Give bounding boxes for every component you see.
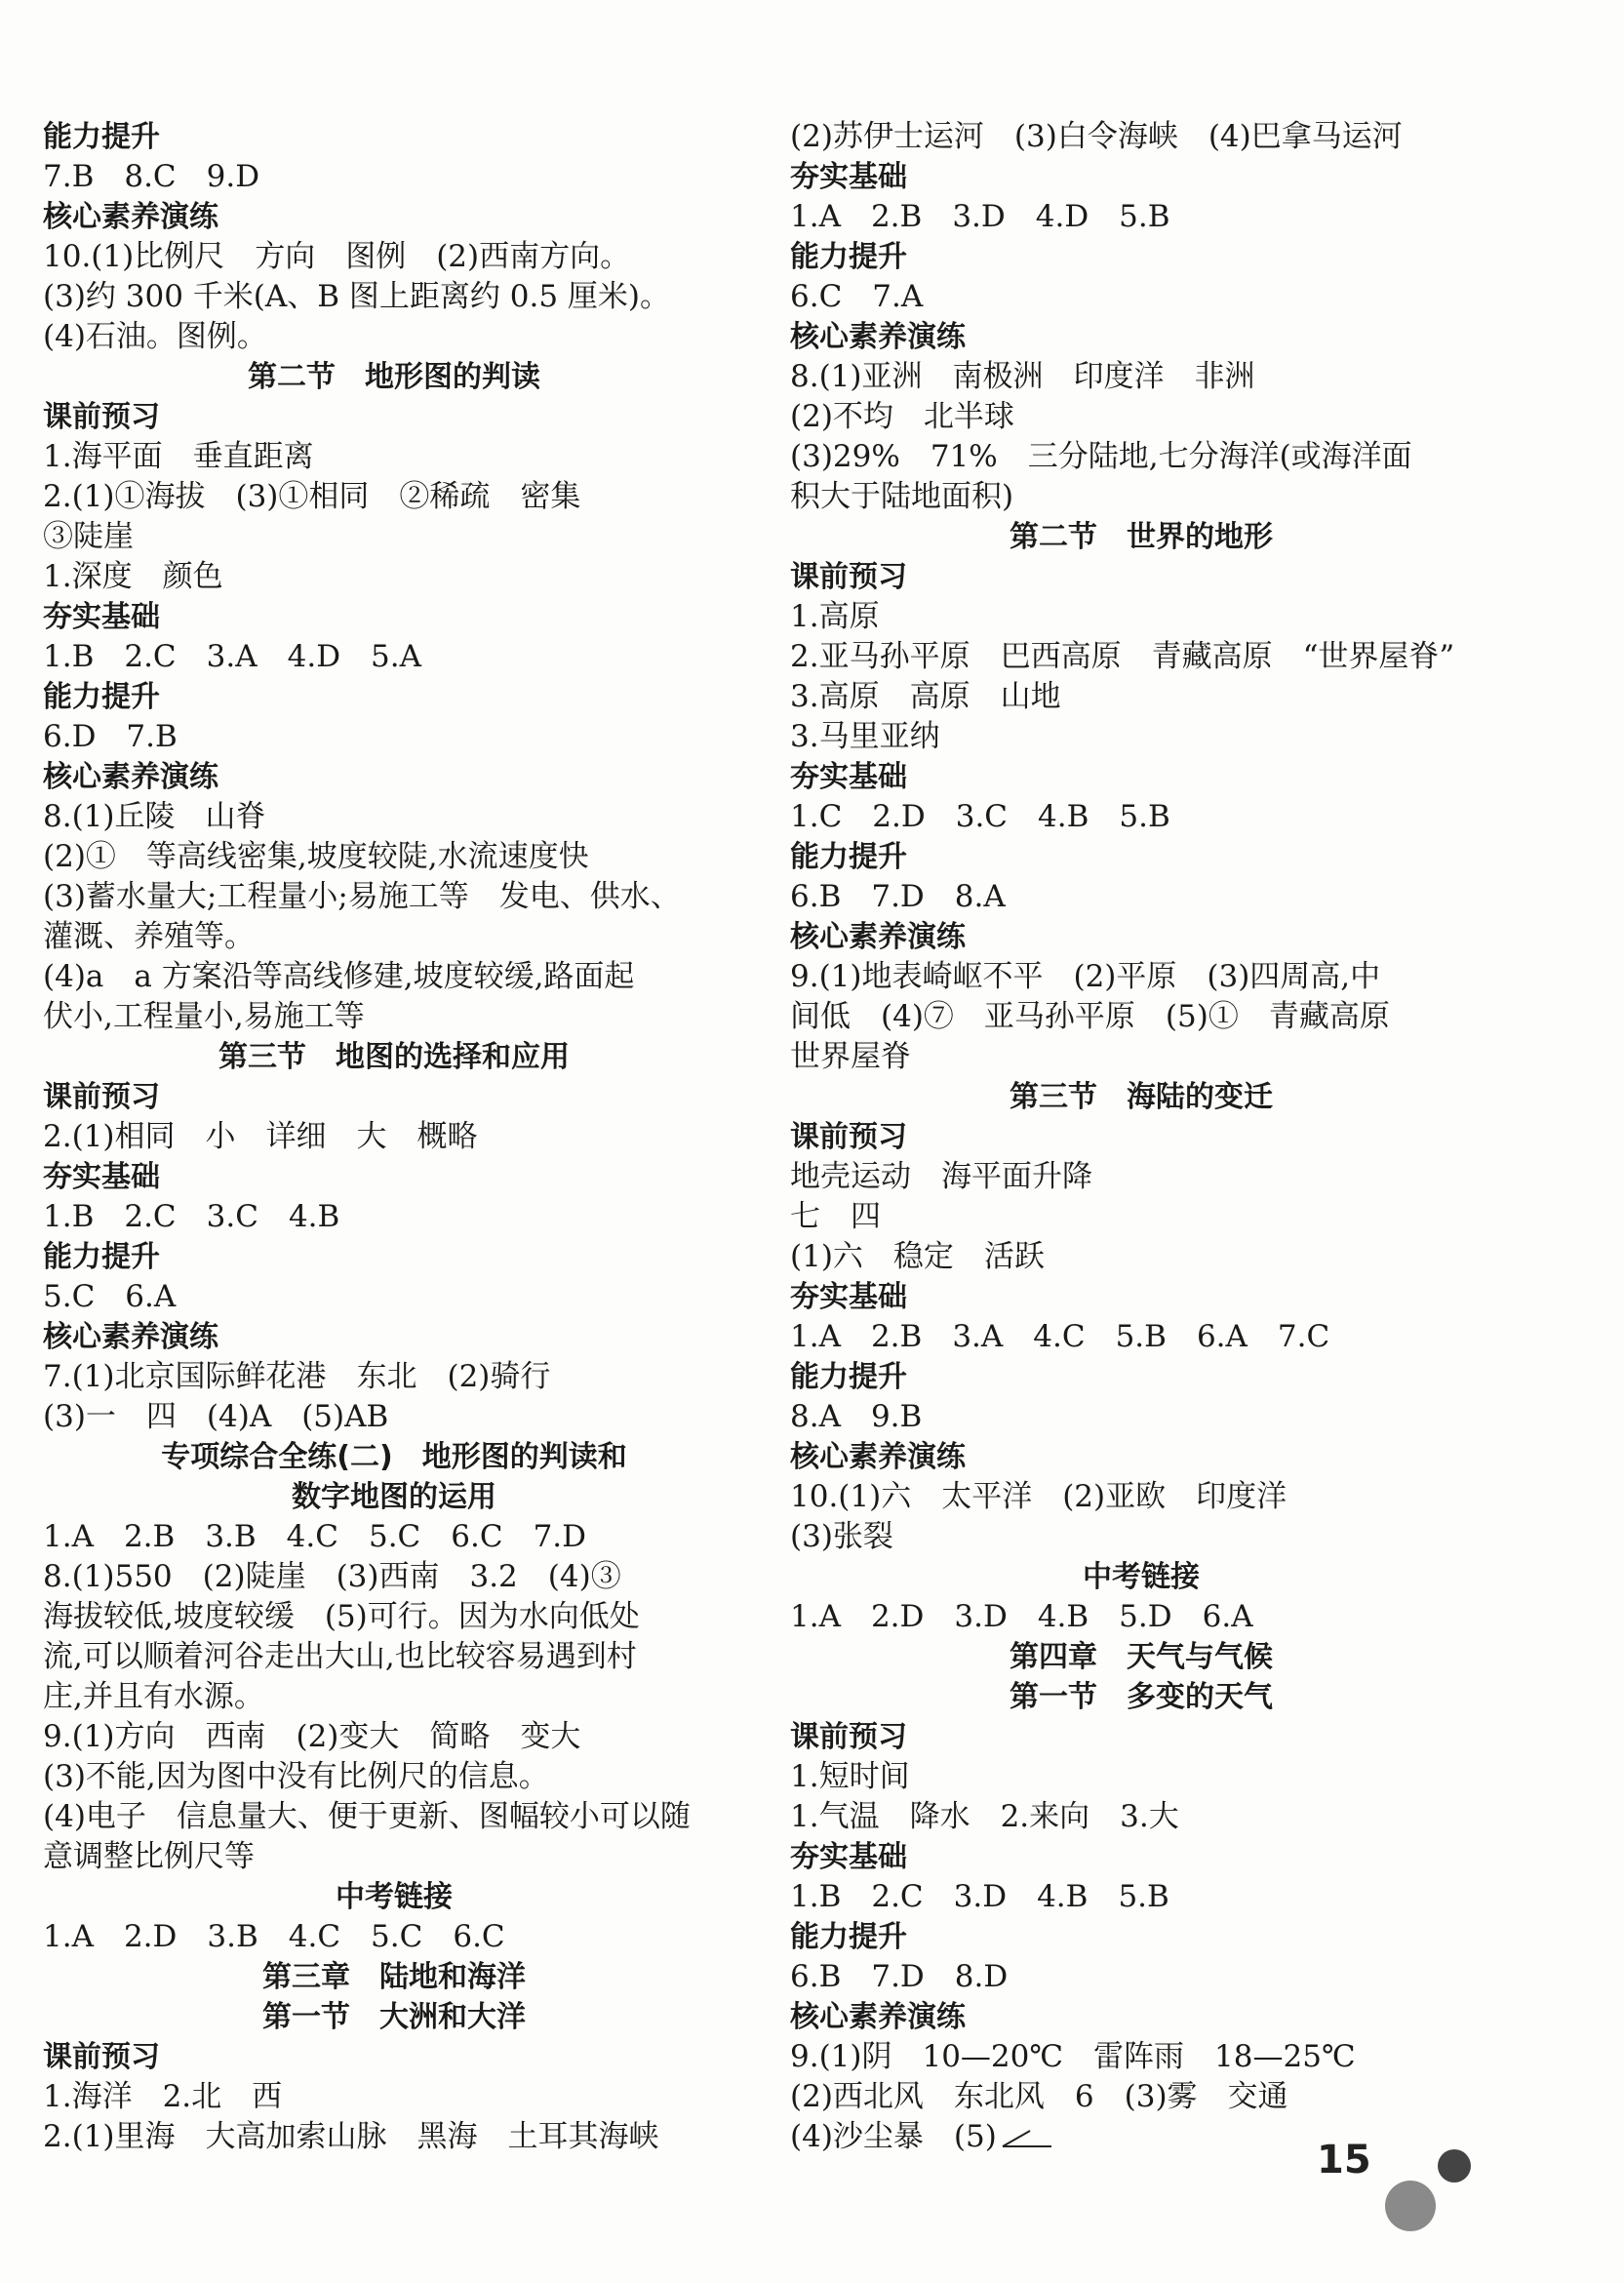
chapter-title: [43, 1877, 745, 1917]
section-heading: [790, 237, 1492, 277]
answer-line: [790, 1317, 1492, 1357]
line-text: 9.(1)阴 10—20℃ 雷阵雨 18—25℃: [790, 2039, 1356, 2074]
chapter-title: [43, 357, 745, 397]
line-text: 积大于陆地面积): [790, 479, 1014, 514]
line-text: 第三章 陆地和海洋: [262, 1960, 526, 1994]
line-text: 1.短时间: [790, 1759, 910, 1794]
line-text: 9.(1)地表崎岖不平 (2)平原 (3)四周高,中: [790, 959, 1381, 994]
answer-line: [43, 1117, 745, 1157]
section-heading: [790, 837, 1492, 877]
line-text: 1.B 2.C 3.C 4.B: [43, 1199, 340, 1234]
line-text: 能力提升: [43, 680, 160, 714]
answer-line: [43, 997, 745, 1037]
line-text: 流,可以顺着河谷走出大山,也比较容易遇到村: [43, 1639, 637, 1674]
line-text: 核心素养演练: [790, 320, 966, 354]
chapter-title: [43, 1477, 745, 1517]
answer-line: [790, 357, 1492, 397]
chapter-title: [790, 1677, 1492, 1717]
line-text: 3.高原 高原 山地: [790, 679, 1061, 714]
answer-line: [790, 1477, 1492, 1517]
answer-line: [43, 1517, 745, 1557]
answer-line: [790, 1797, 1492, 1837]
answer-line: [790, 1197, 1492, 1237]
chapter-title: [790, 1637, 1492, 1677]
answer-line: [43, 2077, 745, 2117]
line-text: 第一节 大洲和大洋: [262, 2000, 526, 2034]
answer-line: [790, 797, 1492, 837]
line-text: 夯实基础: [43, 600, 160, 634]
line-text: 1.C 2.D 3.C 4.B 5.B: [790, 799, 1170, 834]
answer-line: [790, 637, 1492, 677]
answer-line: [790, 677, 1492, 717]
page-number: 15: [1317, 2138, 1371, 2183]
line-text: 第三节 海陆的变迁: [1010, 1080, 1273, 1114]
line-text: (3)张裂: [790, 1519, 893, 1554]
line-text: 10.(1)比例尺 方向 图例 (2)西南方向。: [43, 239, 631, 274]
line-text: (2)西北风 东北风 6 (3)雾 交通: [790, 2079, 1288, 2114]
answer-line: [43, 917, 745, 957]
answer-line: [790, 2037, 1492, 2077]
section-heading: [790, 757, 1492, 797]
line-text: 1.气温 降水 2.来向 3.大: [790, 1799, 1179, 1834]
line-text: 第二节 世界的地形: [1010, 520, 1273, 554]
answer-line: [43, 1837, 745, 1877]
answer-line: [790, 437, 1492, 477]
line-text: 课前预习: [790, 1720, 907, 1754]
line-text: (3)29% 71% 三分陆地,七分海洋(或海洋面: [790, 439, 1412, 474]
line-text: 2.亚马孙平原 巴西高原 青藏高原 “世界屋脊”: [790, 639, 1455, 674]
line-text: 夯实基础: [790, 1840, 907, 1874]
answer-line: [43, 2117, 745, 2157]
line-text: 第四章 天气与气候: [1010, 1640, 1273, 1674]
line-text: 伏小,工程量小,易施工等: [43, 999, 365, 1034]
line-text: 1.A 2.B 3.D 4.D 5.B: [790, 199, 1170, 234]
answer-line: [790, 2077, 1492, 2117]
line-text: 核心素养演练: [790, 920, 966, 954]
answer-line: [43, 237, 745, 277]
line-text: 1.A 2.D 3.B 4.C 5.C 6.C: [43, 1919, 505, 1954]
line-text: 核心素养演练: [43, 1320, 218, 1354]
chapter-title: [43, 1997, 745, 2037]
answer-line: [790, 997, 1492, 1037]
line-text: (2)苏伊士运河 (3)白令海峡 (4)巴拿马运河: [790, 119, 1403, 154]
line-text: (3)约 300 千米(A、B 图上距离约 0.5 厘米)。: [43, 279, 671, 314]
page-number-badge: [1317, 2132, 1492, 2239]
section-heading: [790, 917, 1492, 957]
section-heading: [790, 1917, 1492, 1957]
answer-line: [790, 1957, 1492, 1997]
line-text: 夯实基础: [790, 1280, 907, 1314]
line-text: 核心素养演练: [43, 200, 218, 234]
line-text: 意调整比例尺等: [43, 1839, 255, 1874]
line-text: 中考链接: [1083, 1560, 1200, 1594]
line-text: (2)不均 北半球: [790, 399, 1014, 434]
chapter-title: [790, 1077, 1492, 1117]
line-text: 世界屋脊: [790, 1039, 911, 1074]
line-text: 课前预习: [790, 560, 907, 594]
answer-line: [790, 1877, 1492, 1917]
line-text: 课前预习: [43, 1080, 160, 1114]
decorative-dot-small: [1438, 2149, 1471, 2183]
line-text: 课前预习: [790, 1120, 907, 1154]
answer-line: [43, 1197, 745, 1237]
answer-line: [43, 1397, 745, 1437]
section-heading: [43, 597, 745, 637]
line-text: (4)电子 信息量大、便于更新、图幅较小可以随: [43, 1799, 691, 1834]
line-text: (3)不能,因为图中没有比例尺的信息。: [43, 1759, 549, 1794]
answer-line: [790, 1237, 1492, 1277]
line-text: 海拔较低,坡度较缓 (5)可行。因为水向低处: [43, 1599, 640, 1634]
line-text: 能力提升: [790, 840, 907, 874]
answer-line: [43, 1557, 745, 1597]
answer-line: [43, 797, 745, 837]
answer-line: [43, 1917, 745, 1957]
section-heading: [43, 1237, 745, 1277]
section-heading: [43, 397, 745, 437]
chapter-title: [43, 1437, 745, 1477]
line-text: 6.C 7.A: [790, 279, 924, 314]
answer-line: [790, 1157, 1492, 1197]
answer-line: [43, 157, 745, 197]
answer-line: [43, 957, 745, 997]
answer-line: [43, 1277, 745, 1317]
line-text: 第三节 地图的选择和应用: [218, 1040, 570, 1074]
line-text: (3)一 四 (4)A (5)AB: [43, 1399, 389, 1434]
answer-line: [43, 277, 745, 317]
line-text: 9.(1)方向 西南 (2)变大 简略 变大: [43, 1719, 581, 1754]
line-text: 夯实基础: [790, 760, 907, 794]
answer-line: [43, 1797, 745, 1837]
section-heading: [790, 1117, 1492, 1157]
section-heading: [43, 1157, 745, 1197]
line-text: 第二节 地形图的判读: [248, 360, 540, 394]
section-heading: [43, 117, 745, 157]
wind-stroke-icon: [1001, 2127, 1053, 2150]
line-text: (4)a a 方案沿等高线修建,坡度较缓,路面起: [43, 959, 635, 994]
line-text: 7.(1)北京国际鲜花港 东北 (2)骑行: [43, 1359, 551, 1394]
line-text: 庄,并且有水源。: [43, 1679, 264, 1714]
line-text: 第一节 多变的天气: [1010, 1680, 1273, 1714]
line-text: 6.B 7.D 8.A: [790, 879, 1006, 914]
section-heading: [790, 1357, 1492, 1397]
answer-line: [790, 1397, 1492, 1437]
line-text: 核心素养演练: [43, 760, 218, 794]
answer-line: [790, 477, 1492, 517]
section-heading: [790, 1837, 1492, 1877]
answer-line: [43, 1677, 745, 1717]
answer-line: [790, 397, 1492, 437]
line-text: 课前预习: [43, 2040, 160, 2074]
line-text: 2.(1)①海拔 (3)①相同 ②稀疏 密集: [43, 479, 581, 514]
answer-line: [43, 637, 745, 677]
chapter-title: [790, 517, 1492, 557]
answer-line: [790, 1517, 1492, 1557]
answer-line: [43, 477, 745, 517]
right-column: [790, 117, 1492, 2157]
answer-line: [790, 957, 1492, 997]
section-heading: [790, 1437, 1492, 1477]
section-heading: [43, 677, 745, 717]
line-text: 七 四: [790, 1199, 881, 1234]
line-text: 课前预习: [43, 400, 160, 434]
line-text: (4)石油。图例。: [43, 319, 267, 354]
line-text: 2.(1)相同 小 详细 大 概略: [43, 1119, 478, 1154]
line-text: 1.海洋 2.北 西: [43, 2079, 283, 2114]
line-text: 核心素养演练: [790, 1440, 966, 1474]
answer-line: [790, 597, 1492, 637]
line-text: (1)六 稳定 活跃: [790, 1239, 1045, 1274]
section-heading: [43, 2037, 745, 2077]
line-text: 3.马里亚纳: [790, 719, 940, 754]
chapter-title: [43, 1957, 745, 1997]
chapter-title: [43, 1037, 745, 1077]
chapter-title: [790, 1557, 1492, 1597]
answer-line: [43, 1357, 745, 1397]
line-text: 1.A 2.B 3.B 4.C 5.C 6.C 7.D: [43, 1519, 587, 1554]
line-text: 能力提升: [790, 1920, 907, 1954]
line-text: 数字地图的运用: [292, 1480, 496, 1514]
line-text: 夯实基础: [43, 1160, 160, 1194]
section-heading: [790, 317, 1492, 357]
line-text: 1.A 2.D 3.D 4.B 5.D 6.A: [790, 1599, 1253, 1634]
line-text: 8.(1)亚洲 南极洲 印度洋 非洲: [790, 359, 1255, 394]
line-text: 间低 (4)⑦ 亚马孙平原 (5)① 青藏高原: [790, 999, 1390, 1034]
section-heading: [790, 557, 1492, 597]
line-text: 1.B 2.C 3.D 4.B 5.B: [790, 1879, 1169, 1914]
line-text: 8.(1)丘陵 山脊: [43, 799, 266, 834]
line-text: 1.深度 颜色: [43, 559, 223, 594]
left-column: [43, 117, 745, 2157]
decorative-dot-large: [1385, 2181, 1436, 2231]
line-text: 7.B 8.C 9.D: [43, 159, 260, 194]
line-text: (4)沙尘暴 (5): [790, 2119, 997, 2154]
line-text: 1.高原: [790, 599, 880, 634]
answer-line: [43, 1637, 745, 1677]
answer-line: [790, 277, 1492, 317]
line-text: 8.A 9.B: [790, 1399, 923, 1434]
answer-line: [43, 557, 745, 597]
line-text: 能力提升: [790, 1360, 907, 1394]
answer-line: [43, 317, 745, 357]
line-text: (2)① 等高线密集,坡度较陡,水流速度快: [43, 839, 589, 874]
section-heading: [790, 1997, 1492, 2037]
line-text: 8.(1)550 (2)陡崖 (3)西南 3.2 (4)③: [43, 1559, 621, 1594]
section-heading: [43, 197, 745, 237]
line-text: 能力提升: [790, 240, 907, 274]
line-text: 专项综合全练(二) 地形图的判读和: [161, 1440, 627, 1474]
line-text: 能力提升: [43, 120, 160, 154]
answer-line: [790, 117, 1492, 157]
answer-line: [790, 1597, 1492, 1637]
answer-line: [43, 1717, 745, 1757]
answer-line: [43, 1597, 745, 1637]
answer-line: [790, 197, 1492, 237]
answer-line: [790, 1757, 1492, 1797]
line-text: 5.C 6.A: [43, 1279, 177, 1314]
section-heading: [790, 1277, 1492, 1317]
line-text: 1.海平面 垂直距离: [43, 439, 314, 474]
section-heading: [43, 1317, 745, 1357]
line-text: 中考链接: [336, 1880, 453, 1914]
section-heading: [790, 157, 1492, 197]
line-text: 能力提升: [43, 1240, 160, 1274]
line-text: ③陡崖: [43, 519, 134, 554]
section-heading: [43, 1077, 745, 1117]
line-text: 6.D 7.B: [43, 719, 178, 754]
section-heading: [790, 1717, 1492, 1757]
line-text: 1.B 2.C 3.A 4.D 5.A: [43, 639, 422, 674]
answer-line: [790, 877, 1492, 917]
answer-line: [43, 717, 745, 757]
answer-line: [790, 717, 1492, 757]
line-text: 灌溉、养殖等。: [43, 919, 255, 954]
line-text: 地壳运动 海平面升降: [790, 1159, 1092, 1194]
line-text: 10.(1)六 太平洋 (2)亚欧 印度洋: [790, 1479, 1287, 1514]
line-text: 6.B 7.D 8.D: [790, 1959, 1009, 1994]
line-text: 夯实基础: [790, 160, 907, 194]
answer-line: [43, 437, 745, 477]
line-text: 2.(1)里海 大高加索山脉 黑海 土耳其海峡: [43, 2119, 659, 2154]
line-text: (3)蓄水量大;工程量小;易施工等 发电、供水、: [43, 879, 681, 914]
answer-line: [43, 837, 745, 877]
line-text: 1.A 2.B 3.A 4.C 5.B 6.A 7.C: [790, 1319, 1330, 1354]
answer-line: [43, 1757, 745, 1797]
section-heading: [43, 757, 745, 797]
line-text: 核心素养演练: [790, 2000, 966, 2034]
answer-line: [43, 517, 745, 557]
answer-line: [790, 1037, 1492, 1077]
answer-line: [43, 877, 745, 917]
